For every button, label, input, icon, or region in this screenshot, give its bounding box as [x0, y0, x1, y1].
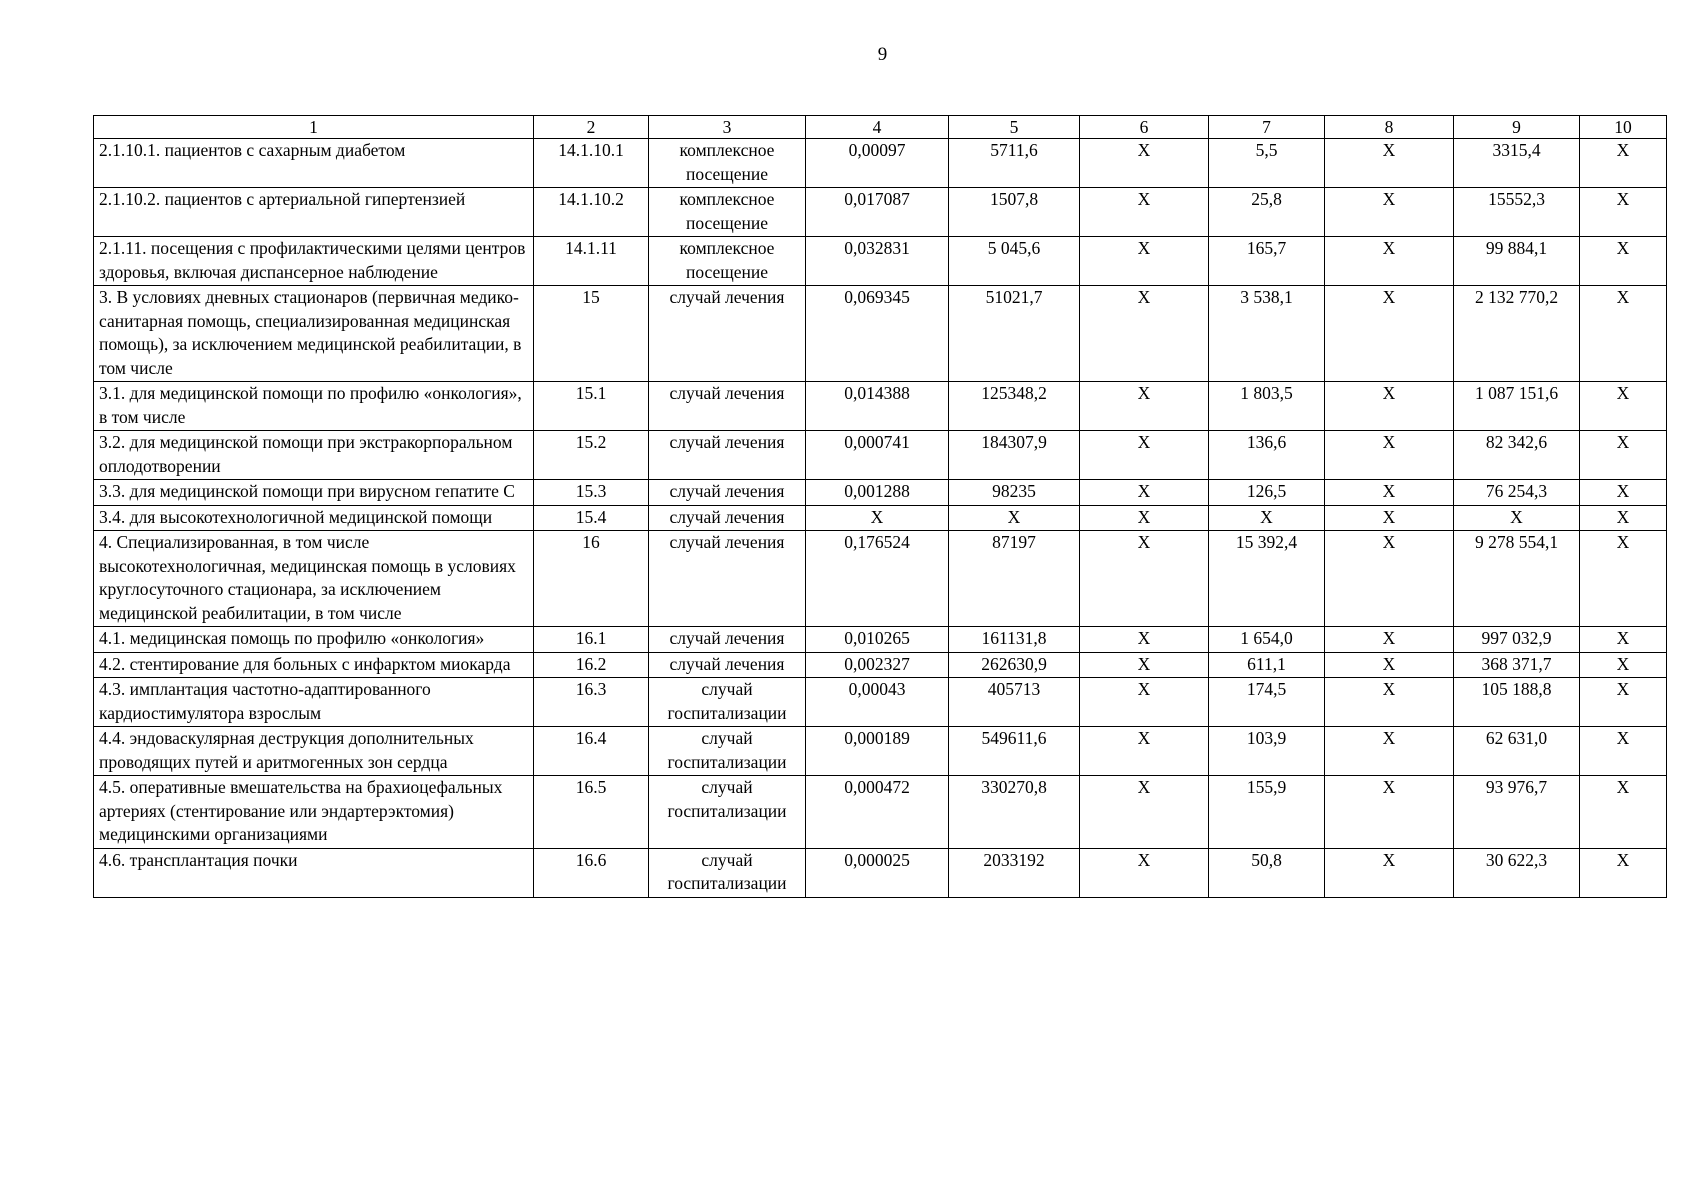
row-label-cell: 2.1.11. посещения с профилактическими целями центров здоровья, включая диспансерное наблюдение	[94, 237, 534, 286]
table-cell-col-4: 0,00097	[806, 139, 949, 188]
table-cell-col-5: 405713	[949, 678, 1080, 727]
table-cell-col-7: 165,7	[1209, 237, 1325, 286]
row-label-cell: 4. Специализированная, в том числе высокотехнологичная, медицинская помощь в условиях круглосуточного стационара, за исключением медицинской реабилитации, в том числе	[94, 531, 534, 627]
column-header-7: 7	[1209, 116, 1325, 139]
table-cell-col-9: 30 622,3	[1454, 848, 1580, 897]
column-header-5: 5	[949, 116, 1080, 139]
table-cell-col-9: 62 631,0	[1454, 727, 1580, 776]
table-cell-col-8: X	[1325, 139, 1454, 188]
table-row	[94, 531, 1667, 627]
table-cell-col-5: 262630,9	[949, 652, 1080, 678]
table-header-row	[94, 116, 1667, 139]
table-cell-col-6: X	[1080, 848, 1209, 897]
table-cell-col-8: X	[1325, 848, 1454, 897]
table-cell-col-8: X	[1325, 627, 1454, 653]
table-cell-col-7: 1 654,0	[1209, 627, 1325, 653]
table-cell-col-8: X	[1325, 431, 1454, 480]
table-cell-col-2: 16.6	[534, 848, 649, 897]
table-cell-col-6: X	[1080, 286, 1209, 382]
table-cell-col-5: 98235	[949, 480, 1080, 506]
row-label-cell: 4.6. трансплантация почки	[94, 848, 534, 897]
table-cell-col-10: X	[1580, 776, 1667, 849]
table-cell-col-6: X	[1080, 237, 1209, 286]
table-cell-col-6: X	[1080, 139, 1209, 188]
table-row	[94, 652, 1667, 678]
column-header-10: 10	[1580, 116, 1667, 139]
column-header-6: 6	[1080, 116, 1209, 139]
table-cell-col-4: 0,032831	[806, 237, 949, 286]
table-cell-col-9: 82 342,6	[1454, 431, 1580, 480]
table-cell-col-5: 161131,8	[949, 627, 1080, 653]
table-cell-col-10: X	[1580, 188, 1667, 237]
row-label-cell: 3.4. для высокотехнологичной медицинской помощи	[94, 505, 534, 531]
table-row	[94, 727, 1667, 776]
table-cell-col-2: 16.4	[534, 727, 649, 776]
table-cell-col-7: 174,5	[1209, 678, 1325, 727]
table-cell-col-8: X	[1325, 286, 1454, 382]
table-cell-col-4: 0,001288	[806, 480, 949, 506]
row-label-cell: 2.1.10.1. пациентов с сахарным диабетом	[94, 139, 534, 188]
table-cell-col-2: 15.4	[534, 505, 649, 531]
table-cell-col-2: 16.5	[534, 776, 649, 849]
table-cell-col-5: 5 045,6	[949, 237, 1080, 286]
table-cell-col-2: 14.1.10.1	[534, 139, 649, 188]
table-cell-col-9: 99 884,1	[1454, 237, 1580, 286]
table-cell-col-6: X	[1080, 627, 1209, 653]
table-cell-col-8: X	[1325, 776, 1454, 849]
table-cell-col-5: 2033192	[949, 848, 1080, 897]
table-cell-col-10: X	[1580, 237, 1667, 286]
table-cell-col-3: случай госпитализации	[649, 727, 806, 776]
row-label-cell: 3.1. для медицинской помощи по профилю «онкология», в том числе	[94, 382, 534, 431]
table-cell-col-4: 0,000472	[806, 776, 949, 849]
table-cell-col-5: 125348,2	[949, 382, 1080, 431]
table-row	[94, 286, 1667, 382]
table-cell-col-3: комплексное посещение	[649, 188, 806, 237]
table-cell-col-8: X	[1325, 531, 1454, 627]
table-cell-col-9: 997 032,9	[1454, 627, 1580, 653]
table-cell-col-10: X	[1580, 627, 1667, 653]
row-label-cell: 3.3. для медицинской помощи при вирусном гепатите С	[94, 480, 534, 506]
table-row	[94, 139, 1667, 188]
table-cell-col-4: 0,000189	[806, 727, 949, 776]
row-label-cell: 4.5. оперативные вмешательства на брахиоцефальных артериях (стентирование или эндартерэктомия) медицинскими организациями	[94, 776, 534, 849]
table-cell-col-7: 136,6	[1209, 431, 1325, 480]
table-cell-col-8: X	[1325, 480, 1454, 506]
table-cell-col-6: X	[1080, 531, 1209, 627]
table-cell-col-9: 15552,3	[1454, 188, 1580, 237]
table-cell-col-7: 1 803,5	[1209, 382, 1325, 431]
table-cell-col-3: случай лечения	[649, 480, 806, 506]
table-cell-col-4: 0,00043	[806, 678, 949, 727]
table-cell-col-6: X	[1080, 431, 1209, 480]
table-cell-col-7: 611,1	[1209, 652, 1325, 678]
table-cell-col-2: 16.3	[534, 678, 649, 727]
table-cell-col-10: X	[1580, 382, 1667, 431]
table-cell-col-9: 9 278 554,1	[1454, 531, 1580, 627]
table-cell-col-10: X	[1580, 848, 1667, 897]
table-cell-col-8: X	[1325, 188, 1454, 237]
table-cell-col-5: 549611,6	[949, 727, 1080, 776]
table-cell-col-8: X	[1325, 652, 1454, 678]
table-cell-col-10: X	[1580, 652, 1667, 678]
table-cell-col-5: 87197	[949, 531, 1080, 627]
table-cell-col-3: комплексное посещение	[649, 139, 806, 188]
table-cell-col-7: X	[1209, 505, 1325, 531]
table-cell-col-5: 184307,9	[949, 431, 1080, 480]
table-cell-col-3: случай госпитализации	[649, 776, 806, 849]
table-cell-col-2: 14.1.10.2	[534, 188, 649, 237]
table-cell-col-4: 0,010265	[806, 627, 949, 653]
table-cell-col-3: случай лечения	[649, 431, 806, 480]
table-cell-col-8: X	[1325, 727, 1454, 776]
table-cell-col-3: случай госпитализации	[649, 848, 806, 897]
table-cell-col-7: 25,8	[1209, 188, 1325, 237]
table-cell-col-2: 15.2	[534, 431, 649, 480]
table-cell-col-10: X	[1580, 505, 1667, 531]
table-cell-col-4: X	[806, 505, 949, 531]
table-row	[94, 382, 1667, 431]
table-cell-col-7: 3 538,1	[1209, 286, 1325, 382]
table-cell-col-6: X	[1080, 776, 1209, 849]
table-cell-col-9: 76 254,3	[1454, 480, 1580, 506]
table-cell-col-10: X	[1580, 678, 1667, 727]
table-cell-col-6: X	[1080, 382, 1209, 431]
row-label-cell: 3. В условиях дневных стационаров (первичная медико-санитарная помощь, специализированная медицинская помощь), за исключением медицинской реабилитации, в том числе	[94, 286, 534, 382]
table-cell-col-7: 103,9	[1209, 727, 1325, 776]
column-header-4: 4	[806, 116, 949, 139]
table-cell-col-6: X	[1080, 678, 1209, 727]
column-header-1: 1	[94, 116, 534, 139]
table-row	[94, 480, 1667, 506]
column-header-8: 8	[1325, 116, 1454, 139]
table-cell-col-9: 1 087 151,6	[1454, 382, 1580, 431]
table-row	[94, 505, 1667, 531]
table-cell-col-4: 0,002327	[806, 652, 949, 678]
table-row	[94, 627, 1667, 653]
table-cell-col-9: 105 188,8	[1454, 678, 1580, 727]
table-cell-col-7: 155,9	[1209, 776, 1325, 849]
table-cell-col-3: случай лечения	[649, 531, 806, 627]
table-cell-col-5: X	[949, 505, 1080, 531]
table-cell-col-8: X	[1325, 678, 1454, 727]
table-cell-col-7: 50,8	[1209, 848, 1325, 897]
table-cell-col-9: X	[1454, 505, 1580, 531]
table-cell-col-2: 16.1	[534, 627, 649, 653]
row-label-cell: 4.1. медицинская помощь по профилю «онкология»	[94, 627, 534, 653]
table-cell-col-6: X	[1080, 652, 1209, 678]
table-row	[94, 237, 1667, 286]
table-cell-col-4: 0,176524	[806, 531, 949, 627]
table-row	[94, 188, 1667, 237]
table-cell-col-4: 0,000025	[806, 848, 949, 897]
table-row	[94, 776, 1667, 849]
table-cell-col-2: 15.3	[534, 480, 649, 506]
table-cell-col-10: X	[1580, 727, 1667, 776]
table-cell-col-5: 330270,8	[949, 776, 1080, 849]
table-cell-col-3: случай лечения	[649, 627, 806, 653]
table-cell-col-8: X	[1325, 382, 1454, 431]
table-cell-col-10: X	[1580, 531, 1667, 627]
table-cell-col-6: X	[1080, 480, 1209, 506]
table-cell-col-2: 16.2	[534, 652, 649, 678]
table-cell-col-10: X	[1580, 431, 1667, 480]
table-cell-col-3: случай лечения	[649, 505, 806, 531]
row-label-cell: 3.2. для медицинской помощи при экстракорпоральном оплодотворении	[94, 431, 534, 480]
table-cell-col-7: 126,5	[1209, 480, 1325, 506]
table-cell-col-6: X	[1080, 505, 1209, 531]
table-cell-col-3: случай лечения	[649, 652, 806, 678]
table-cell-col-7: 5,5	[1209, 139, 1325, 188]
table-cell-col-4: 0,000741	[806, 431, 949, 480]
column-header-3: 3	[649, 116, 806, 139]
table-cell-col-8: X	[1325, 505, 1454, 531]
table-cell-col-10: X	[1580, 480, 1667, 506]
table-cell-col-5: 1507,8	[949, 188, 1080, 237]
table-row	[94, 848, 1667, 897]
table-cell-col-4: 0,017087	[806, 188, 949, 237]
table-cell-col-9: 368 371,7	[1454, 652, 1580, 678]
column-header-9: 9	[1454, 116, 1580, 139]
table-row	[94, 431, 1667, 480]
data-table	[93, 115, 1667, 898]
table-cell-col-2: 14.1.11	[534, 237, 649, 286]
table-cell-col-9: 2 132 770,2	[1454, 286, 1580, 382]
row-label-cell: 4.2. стентирование для больных с инфарктом миокарда	[94, 652, 534, 678]
table-row	[94, 678, 1667, 727]
table-cell-col-3: случай госпитализации	[649, 678, 806, 727]
table-cell-col-3: комплексное посещение	[649, 237, 806, 286]
table-cell-col-4: 0,069345	[806, 286, 949, 382]
table-cell-col-3: случай лечения	[649, 286, 806, 382]
row-label-cell: 2.1.10.2. пациентов с артериальной гипертензией	[94, 188, 534, 237]
table-cell-col-5: 51021,7	[949, 286, 1080, 382]
table-cell-col-7: 15 392,4	[1209, 531, 1325, 627]
table-cell-col-2: 15.1	[534, 382, 649, 431]
table-cell-col-3: случай лечения	[649, 382, 806, 431]
table-cell-col-10: X	[1580, 139, 1667, 188]
row-label-cell: 4.4. эндоваскулярная деструкция дополнительных проводящих путей и аритмогенных зон сердца	[94, 727, 534, 776]
table-cell-col-9: 3315,4	[1454, 139, 1580, 188]
table-cell-col-4: 0,014388	[806, 382, 949, 431]
table-cell-col-6: X	[1080, 727, 1209, 776]
table-cell-col-2: 15	[534, 286, 649, 382]
table-cell-col-9: 93 976,7	[1454, 776, 1580, 849]
page-number: 9	[877, 44, 888, 65]
table-cell-col-6: X	[1080, 188, 1209, 237]
row-label-cell: 4.3. имплантация частотно-адаптированного кардиостимулятора взрослым	[94, 678, 534, 727]
table-cell-col-2: 16	[534, 531, 649, 627]
table-cell-col-10: X	[1580, 286, 1667, 382]
column-header-2: 2	[534, 116, 649, 139]
table-cell-col-8: X	[1325, 237, 1454, 286]
table-cell-col-5: 5711,6	[949, 139, 1080, 188]
